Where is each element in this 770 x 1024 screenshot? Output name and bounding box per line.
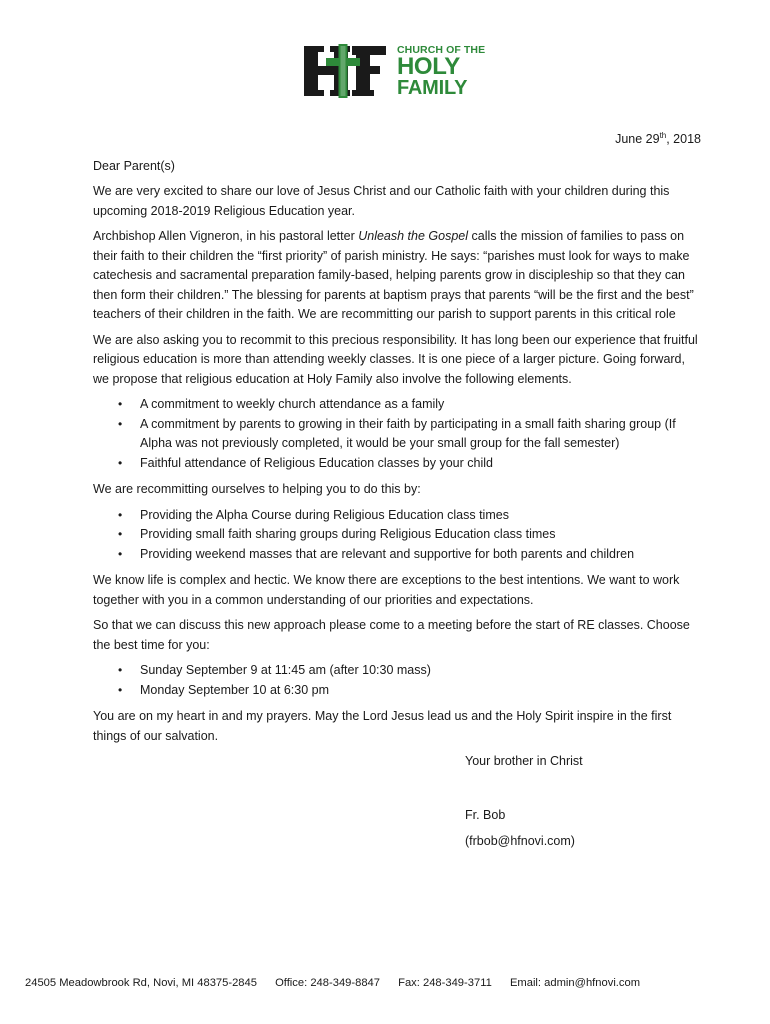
paragraph-life: We know life is complex and hectic. We know there are exceptions to the best intentions. We want to work together with you in a common understanding of our priorities and expectations. [93,573,680,607]
list-item: • Monday September 10 at 6:30 pm [140,681,701,701]
paragraph-prayer: You are on my heart in and my prayers. May the Lord Jesus lead us and the Holy Spirit inspire in the first things of our salvation. [93,709,672,743]
footer-office: Office: 248-349-8847 [275,977,380,989]
logo-church-of-the: CHURCH OF THE [397,44,486,56]
paragraph-intro: We are very excited to share our love of Jesus Christ and our Catholic faith with your children during this upcoming 2018-2019 Religious Education year. [93,184,670,218]
paragraph-recommit: We are also asking you to recommit to this precious responsibility. It has long been our experience that fruitful religious education is more than attending weekly classes. It is one piece of a larger picture. Going forward, we propose that religious education at Holy Family also involve the following elements. [93,332,698,386]
salutation: Dear Parent(s) [93,158,175,173]
book-title: Unleash the Gospel [358,229,469,243]
signature-email: (frbob@hfnovi.com) [465,834,575,848]
footer-contact [25,976,745,990]
list-item: • Providing the Alpha Course during Religious Education class times [140,506,701,526]
list-item: • Providing weekend masses that are relevant and supportive for both parents and children [140,545,701,565]
list-item: • A commitment to weekly church attendance as a family [140,395,701,415]
meeting-times-list [93,661,701,700]
logo-family: FAMILY [397,77,468,99]
footer-email: Email: admin@hfnovi.com [509,977,641,989]
logo-wordmark [397,44,497,98]
support-list [93,506,701,565]
list-item: • Providing small faith sharing groups during Religious Education class times [140,525,701,545]
closing: Your brother in Christ [465,754,583,768]
list-item: • A commitment by parents to growing in their faith by participating in a small faith sharing group (If Alpha was not previously completed, it would be your small group for the fall semester) [140,415,701,454]
elements-list [93,395,701,473]
signature-name: Fr. Bob [465,807,506,822]
hf-cross-logo-icon [304,44,386,98]
list-item: • Sunday September 9 at 11:45 am (after 10:30 mass) [140,661,701,681]
church-logo [304,44,494,100]
logo-holy: HOLY [397,53,460,80]
letter-date: June 29th, 2018 [615,130,701,146]
paragraph-meeting: So that we can discuss this new approach please come to a meeting before the start of RE classes. Choose the best time for you: [93,618,690,652]
paragraph-archbishop: Archbishop Allen Vigneron, in his pastoral letter Unleash the Gospel calls the mission of families to pass on their faith to their children the “first priority” of parish ministry. He says: “parishes must look for ways to make catechesis and sacramental preparation family-based, helping parents grow in discipleship so that they can then form their children.” The blessing for parents at baptism prays that parents “will be the first and the best” teachers of their children in the faith. We are recommitting our parish to support parents in this critical role [93,229,694,321]
footer-fax: Fax: 248-349-3711 [398,977,492,989]
letter-body [93,130,701,852]
footer-address: 24505 Meadowbrook Rd, Novi, MI 48375-2845 [25,977,257,989]
paragraph-helping: We are recommitting ourselves to helping you to do this by: [93,482,421,496]
list-item: • Faithful attendance of Religious Education classes by your child [140,454,701,474]
